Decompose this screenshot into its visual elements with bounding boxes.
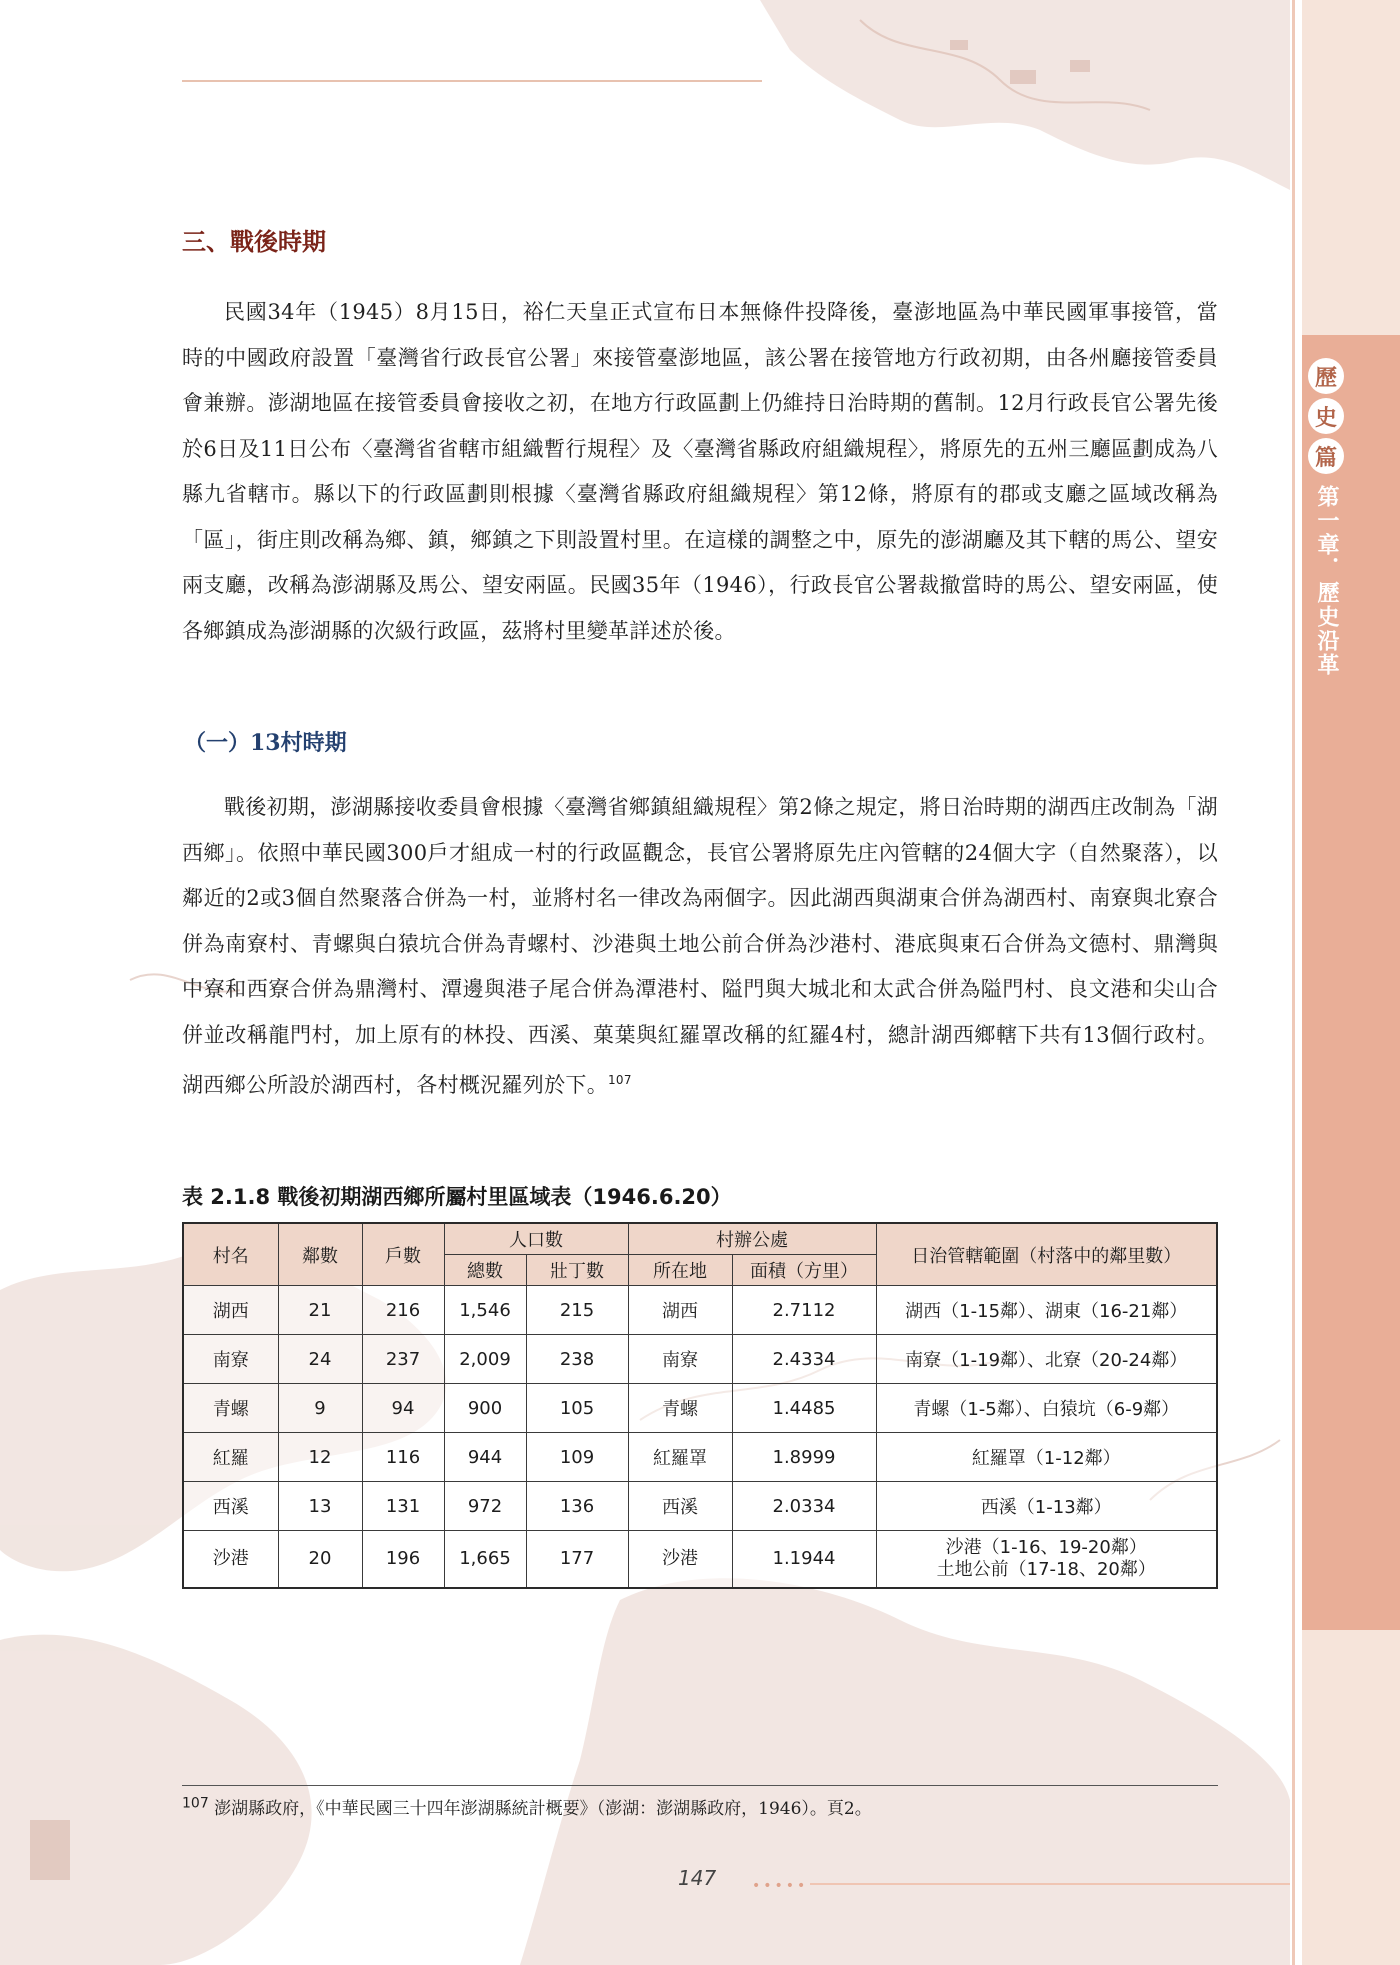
header-neighborhoods: 鄰數 — [278, 1223, 362, 1286]
cell-ablebodied: 215 — [526, 1286, 628, 1335]
cell-households: 216 — [362, 1286, 444, 1335]
cell-jurisdiction: 西溪（1-13鄰） — [876, 1482, 1217, 1531]
cell-total: 1,665 — [444, 1531, 526, 1589]
cell-location: 紅羅罩 — [628, 1433, 732, 1482]
table-row — [183, 1335, 1217, 1384]
subsection-title: （一）13村時期 — [184, 730, 347, 756]
footnote-reference[interactable]: 107 — [608, 1073, 632, 1087]
footnote-text: 澎湖縣政府，《中華民國三十四年澎湖縣統計概要》（澎湖：澎湖縣政府，1946）。頁2。 — [214, 1799, 872, 1819]
cell-neighborhoods: 21 — [278, 1286, 362, 1335]
cell-location: 西溪 — [628, 1482, 732, 1531]
table-row — [183, 1286, 1217, 1335]
cell-village: 青螺 — [183, 1384, 278, 1433]
subsection-paragraph — [182, 785, 1218, 1109]
cell-location: 湖西 — [628, 1286, 732, 1335]
cell-area: 1.1944 — [732, 1531, 876, 1589]
cell-neighborhoods: 12 — [278, 1433, 362, 1482]
cell-ablebodied: 177 — [526, 1531, 628, 1589]
cell-total: 2,009 — [444, 1335, 526, 1384]
cell-area: 2.7112 — [732, 1286, 876, 1335]
header-jurisdiction: 日治管轄範圍（村落中的鄰里數） — [876, 1223, 1217, 1286]
cell-area: 1.8999 — [732, 1433, 876, 1482]
cell-jurisdiction — [876, 1531, 1217, 1589]
cell-village: 南寮 — [183, 1335, 278, 1384]
side-divider-line — [1292, 0, 1295, 1965]
cell-households: 116 — [362, 1433, 444, 1482]
cell-households: 131 — [362, 1482, 444, 1531]
cell-neighborhoods: 20 — [278, 1531, 362, 1589]
cell-neighborhoods: 13 — [278, 1482, 362, 1531]
side-circle-1: 歷 — [1308, 358, 1344, 394]
section-title: 三、戰後時期 — [182, 228, 326, 256]
side-circle-2: 史 — [1308, 398, 1344, 434]
side-chapter-label: 第一章．歷史沿革 — [1314, 485, 1340, 677]
cell-ablebodied: 136 — [526, 1482, 628, 1531]
side-circle-3: 篇 — [1308, 438, 1344, 474]
cell-village: 湖西 — [183, 1286, 278, 1335]
header-population: 人口數 — [444, 1223, 628, 1255]
header-ablebodied: 壯丁數 — [526, 1255, 628, 1286]
cell-village: 紅羅 — [183, 1433, 278, 1482]
cell-total: 900 — [444, 1384, 526, 1433]
cell-location: 南寮 — [628, 1335, 732, 1384]
cell-households: 94 — [362, 1384, 444, 1433]
header-location: 所在地 — [628, 1255, 732, 1286]
page-number: 147 — [678, 1866, 717, 1890]
cell-jurisdiction-line2: 土地公前（17-18、20鄰） — [936, 1559, 1156, 1580]
cell-ablebodied: 105 — [526, 1384, 628, 1433]
table-row — [183, 1384, 1217, 1433]
cell-households: 237 — [362, 1335, 444, 1384]
cell-ablebodied: 238 — [526, 1335, 628, 1384]
subsection-paragraph-text: 戰後初期，澎湖縣接收委員會根據〈臺灣省鄉鎮組織規程〉第2條之規定，將日治時期的湖西庄改制為「湖西鄉」。依照中華民國300戶才組成一村的行政區觀念，長官公署將原先庄內管轄的24個大字（自然聚落），以鄰近的2或3個自然聚落合併為一村，並將村名一律改為兩個字。因此湖西與湖東合併為湖西村、南寮與北寮合併為南寮村、青螺與白猿坑合併為青螺村、沙港與土地公前合併為沙港村、港底與東石合併為文德村、鼎灣與中寮和西寮合併為鼎灣村、潭邊與港子尾合併為潭港村、隘門與大城北和太武合併為隘門村、良文港和尖山合併並改稱龍門村，加上原有的林投、西溪、菓葉與紅羅罩改稱的紅羅4村，總計湖西鄉轄下共有13個行政村。湖西鄉公所設於湖西村，各村概況羅列於下。 — [182, 795, 1218, 1097]
header-rule — [182, 80, 762, 82]
side-section-label — [1308, 358, 1344, 478]
cell-neighborhoods: 9 — [278, 1384, 362, 1433]
cell-location: 青螺 — [628, 1384, 732, 1433]
table-caption: 表 2.1.8 戰後初期湖西鄉所屬村里區域表（1946.6.20） — [182, 1185, 732, 1209]
cell-total: 944 — [444, 1433, 526, 1482]
header-office: 村辦公處 — [628, 1223, 876, 1255]
cell-village: 沙港 — [183, 1531, 278, 1589]
page-footer-line — [810, 1883, 1290, 1885]
cell-jurisdiction-line1: 沙港（1-16、19-20鄰） — [945, 1537, 1147, 1558]
header-village: 村名 — [183, 1223, 278, 1286]
footnote — [182, 1794, 872, 1819]
cell-jurisdiction: 紅羅罩（1-12鄰） — [876, 1433, 1217, 1482]
header-households: 戶數 — [362, 1223, 444, 1286]
page-dots: ••••• — [752, 1878, 809, 1894]
cell-total: 972 — [444, 1482, 526, 1531]
cell-area: 2.0334 — [732, 1482, 876, 1531]
cell-area: 1.4485 — [732, 1384, 876, 1433]
table-row — [183, 1433, 1217, 1482]
cell-location: 沙港 — [628, 1531, 732, 1589]
table-row — [183, 1531, 1217, 1589]
cell-area: 2.4334 — [732, 1335, 876, 1384]
cell-jurisdiction: 南寮（1-19鄰）、北寮（20-24鄰） — [876, 1335, 1217, 1384]
cell-households: 196 — [362, 1531, 444, 1589]
header-area: 面積（方里） — [732, 1255, 876, 1286]
table-row — [183, 1482, 1217, 1531]
cell-neighborhoods: 24 — [278, 1335, 362, 1384]
cell-total: 1,546 — [444, 1286, 526, 1335]
header-total: 總數 — [444, 1255, 526, 1286]
village-area-table — [182, 1222, 1218, 1589]
cell-village: 西溪 — [183, 1482, 278, 1531]
cell-jurisdiction: 湖西（1-15鄰）、湖東（16-21鄰） — [876, 1286, 1217, 1335]
footnote-rule — [182, 1785, 1218, 1786]
footnote-number: 107 — [182, 1795, 209, 1812]
section-paragraph: 民國34年（1945）8月15日，裕仁天皇正式宣布日本無條件投降後，臺澎地區為中華民國軍事接管，當時的中國政府設置「臺灣省行政長官公署」來接管臺澎地區，該公署在接管地方行政初期，由各州廳接管委員會兼辦。澎湖地區在接管委員會接收之初，在地方行政區劃上仍維持日治時期的舊制。12月行政長官公署先後於6日及11日公布〈臺灣省省轄市組織暫行規程〉及〈臺灣省縣政府組織規程〉，將原先的五州三廳區劃成為八縣九省轄市。縣以下的行政區劃則根據〈臺灣省縣政府組織規程〉第12條，將原有的郡或支廳之區域改稱為「區」，街庄則改稱為鄉、鎮，鄉鎮之下則設置村里。在這樣的調整之中，原先的澎湖廳及其下轄的馬公、望安兩支廳，改稱為澎湖縣及馬公、望安兩區。民國35年（1946），行政長官公署裁撤當時的馬公、望安兩區，使各鄉鎮成為澎湖縣的次級行政區，茲將村里變革詳述於後。 — [182, 300, 1218, 643]
cell-jurisdiction: 青螺（1-5鄰）、白猿坑（6-9鄰） — [876, 1384, 1217, 1433]
cell-ablebodied: 109 — [526, 1433, 628, 1482]
